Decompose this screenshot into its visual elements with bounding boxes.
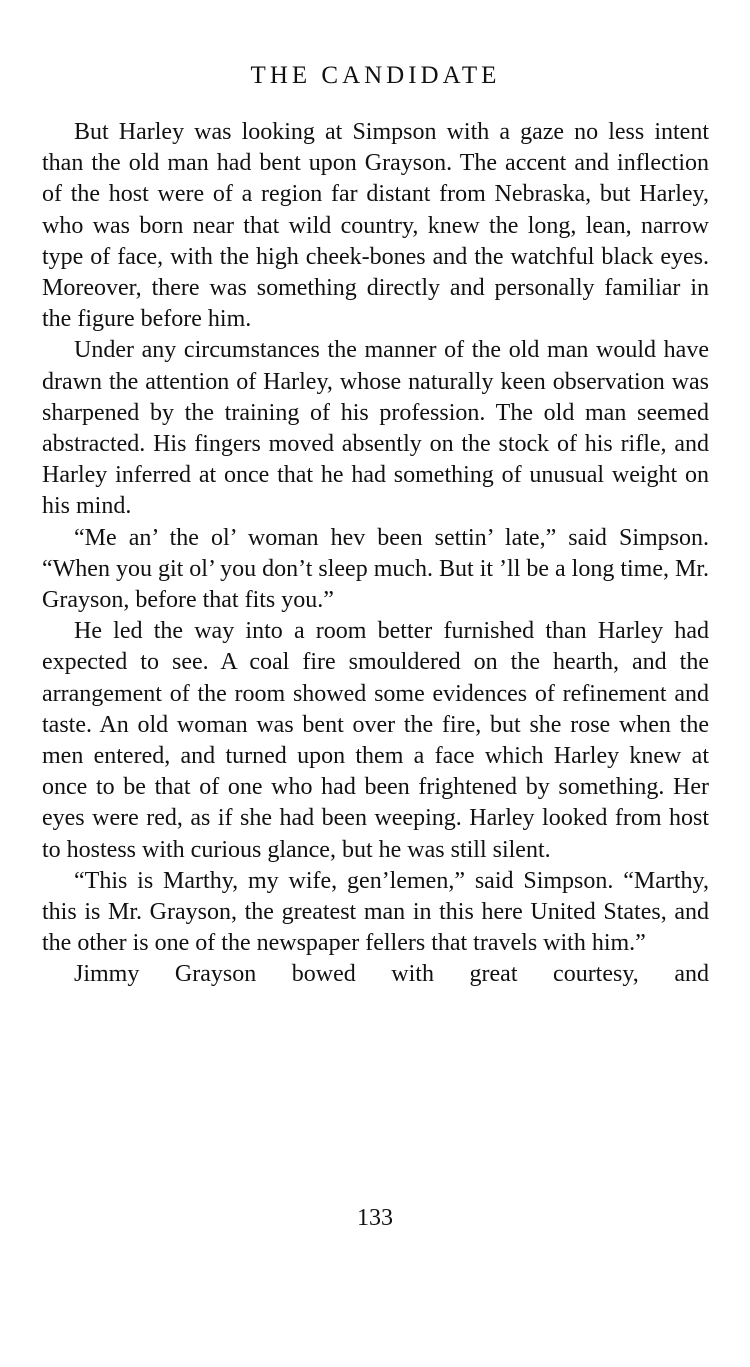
body-text xyxy=(42,117,709,991)
running-head-title: THE CANDIDATE xyxy=(250,62,501,89)
paragraph: “This is Marthy, my wife, gen’lemen,” said Simpson. “Marthy, this is Mr. Grayson, the greatest man in this here United States, and the other is one of the newspaper fellers that travels with him.” xyxy=(42,867,709,957)
paragraph: “Me an’ the ol’ woman hev been settin’ late,” said Simpson. “When you git ol’ you don’t sleep much. But it ’ll be a long time, Mr. Grayson, before that fits you.” xyxy=(42,524,710,614)
paragraph-continued: Jimmy Grayson bowed with great courtesy, and xyxy=(74,961,709,988)
paragraph: Under any circumstances the manner of the old man would have drawn the attention of Harley, whose naturally keen observation was sharpened by the training of his profession. The old man seemed abstracted. His fingers moved absently on the stock of his rifle, and Harley inferred at once that he had something of unusual weight on his mind. xyxy=(42,337,709,520)
paragraph: He led the way into a room better furnished than Harley had expected to see. A coal fire smouldered on the hearth, and the arrangement of the room showed some evidences of refinement and taste. An old woman was bent over the fire, but she rose when the men entered, and turned upon them a face which Harley knew at once to be that of one who had been frightened by something. Her eyes were red, as if she had been weeping. Harley looked from host to hostess with curious glance, but he was still silent. xyxy=(42,618,709,863)
page-number: 133 xyxy=(357,1205,393,1231)
book-page xyxy=(42,56,709,991)
paragraph: But Harley was looking at Simpson with a gaze no less intent than the old man had bent upon Grayson. The accent and inflection of the host were of a region far distant from Nebraska, but Harley, who was born near that wild country, knew the long, lean, narrow type of face, with the high cheek-bones and the watchful black eyes. Moreover, there was something directly and personally familiar in the figure before him. xyxy=(42,119,709,333)
